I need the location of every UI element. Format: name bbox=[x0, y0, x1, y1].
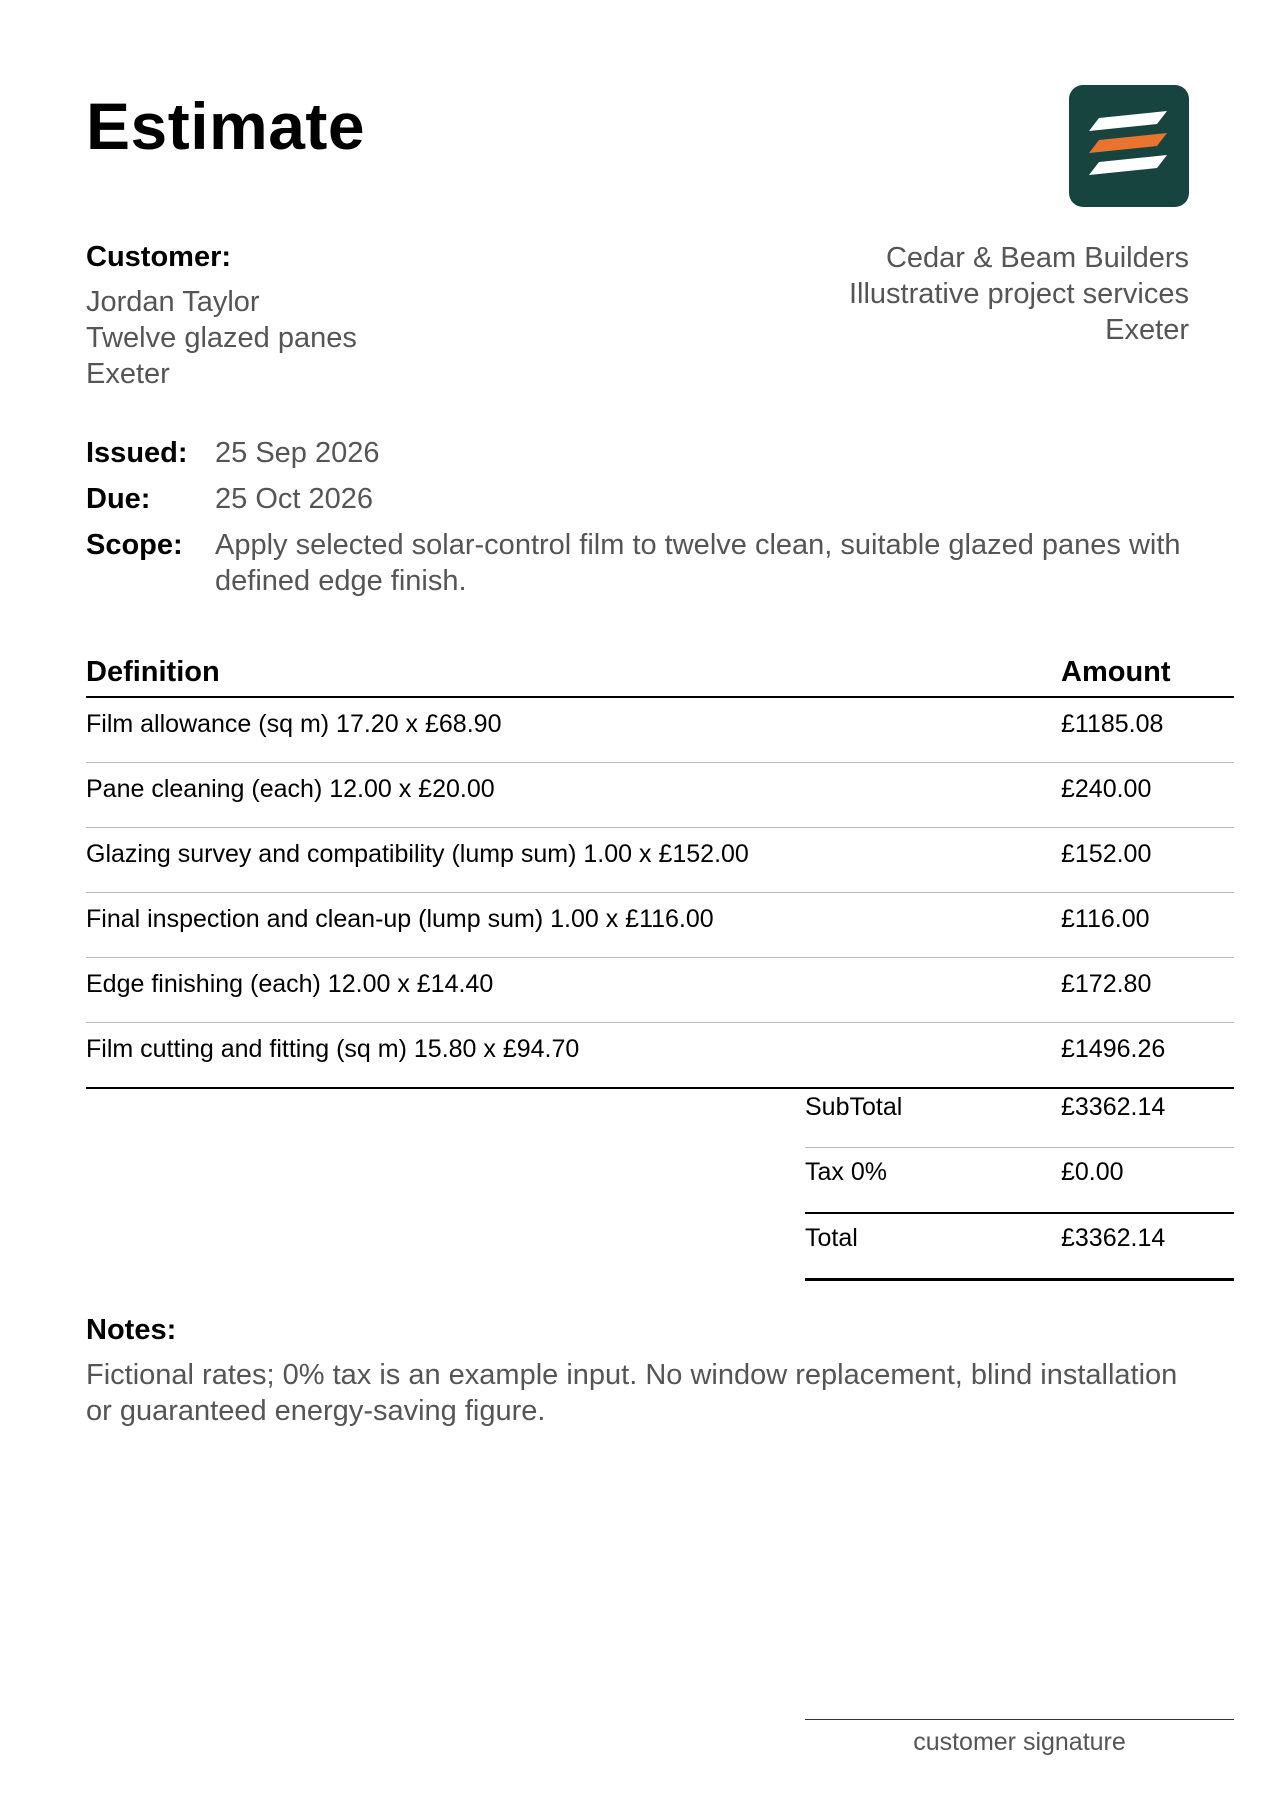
table-header bbox=[86, 650, 1234, 698]
signature-label: customer signature bbox=[913, 1728, 1126, 1756]
customer-name: Jordan Taylor bbox=[86, 286, 260, 318]
definition-header: Definition bbox=[86, 656, 220, 688]
customer-project: Twelve glazed panes bbox=[86, 322, 357, 354]
company-logo bbox=[1069, 85, 1189, 207]
table-row bbox=[86, 893, 1234, 958]
tax-label: Tax 0% bbox=[805, 1158, 887, 1186]
row-amount: £1496.26 bbox=[1061, 1035, 1166, 1063]
total-label: Total bbox=[805, 1224, 858, 1252]
row-amount: £152.00 bbox=[1061, 840, 1152, 868]
subtotal-label: SubTotal bbox=[805, 1093, 903, 1121]
row-amount: £1185.08 bbox=[1061, 710, 1164, 738]
company-tagline: Illustrative project services bbox=[848, 278, 1189, 310]
amount-header: Amount bbox=[1061, 656, 1171, 688]
stacked-panes-logo-icon bbox=[1069, 85, 1189, 207]
company-block bbox=[849, 240, 1189, 348]
issued-label: Issued: bbox=[86, 437, 188, 469]
company-city: Exeter bbox=[1105, 314, 1189, 346]
due-label: Due: bbox=[86, 483, 151, 515]
notes-text: Fictional rates; 0% tax is an example input. No window replacement, blind installation or guaranteed energy-saving figure. bbox=[86, 1359, 1178, 1427]
signature-line bbox=[805, 1719, 1234, 1720]
total-value: £3362.14 bbox=[1061, 1224, 1166, 1252]
notes-label: Notes: bbox=[86, 1314, 177, 1346]
subtotal-row bbox=[805, 1083, 1234, 1148]
row-definition: Final inspection and clean-up (lump sum) 1.00 x £116.00 bbox=[86, 905, 714, 933]
subtotal-value: £3362.14 bbox=[1061, 1093, 1166, 1121]
row-amount: £116.00 bbox=[1061, 905, 1150, 933]
totals-block bbox=[805, 1083, 1234, 1281]
table-row bbox=[86, 1023, 1234, 1089]
table-row bbox=[86, 828, 1234, 893]
company-name: Cedar & Beam Builders bbox=[885, 242, 1189, 274]
issued-date: 25 Sep 2026 bbox=[215, 437, 380, 469]
row-definition: Edge finishing (each) 12.00 x £14.40 bbox=[86, 970, 494, 998]
scope-text: Apply selected solar-control film to twelve clean, suitable glazed panes with defined edge finish. bbox=[215, 529, 1181, 597]
table-row bbox=[86, 763, 1234, 828]
table-row bbox=[86, 958, 1234, 1023]
row-amount: £240.00 bbox=[1061, 775, 1152, 803]
total-row bbox=[805, 1214, 1234, 1281]
line-items-table bbox=[86, 650, 1234, 1089]
table-row bbox=[86, 698, 1234, 763]
row-definition: Pane cleaning (each) 12.00 x £20.00 bbox=[86, 775, 495, 803]
customer-city: Exeter bbox=[86, 358, 170, 390]
scope-label: Scope: bbox=[86, 529, 183, 561]
customer-block bbox=[86, 284, 357, 392]
row-definition: Film allowance (sq m) 17.20 x £68.90 bbox=[86, 710, 502, 738]
due-date: 25 Oct 2026 bbox=[215, 483, 373, 515]
row-definition: Film cutting and fitting (sq m) 15.80 x £94.70 bbox=[86, 1035, 580, 1063]
customer-label: Customer: bbox=[86, 241, 232, 273]
document-title: Estimate bbox=[86, 89, 366, 163]
tax-row bbox=[805, 1148, 1234, 1214]
row-definition: Glazing survey and compatibility (lump sum) 1.00 x £152.00 bbox=[86, 840, 749, 868]
row-amount: £172.80 bbox=[1061, 970, 1152, 998]
tax-value: £0.00 bbox=[1061, 1158, 1124, 1186]
